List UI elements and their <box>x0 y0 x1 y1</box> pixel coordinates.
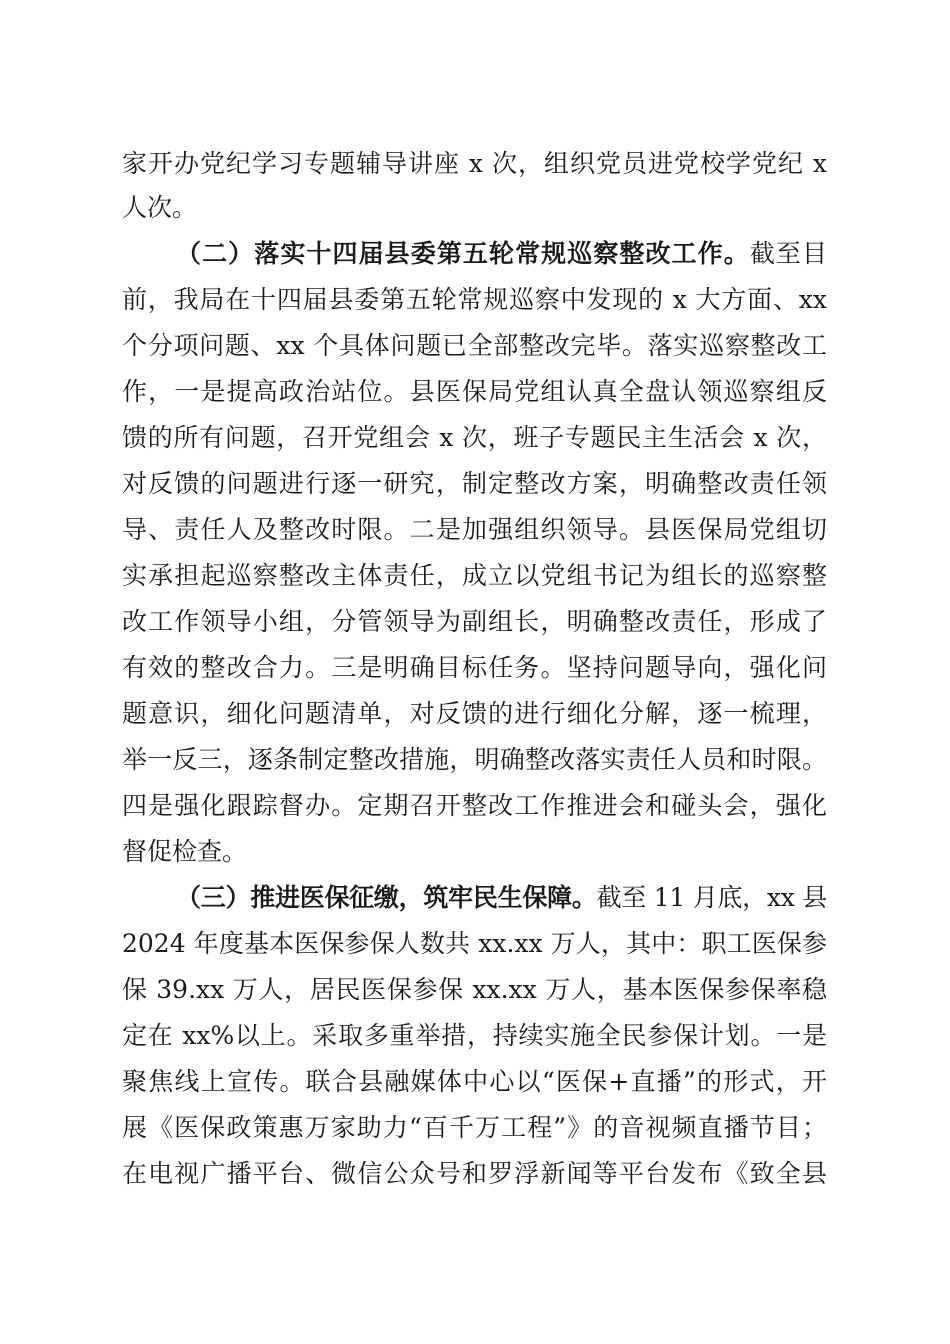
paragraph-line: 有效的整改合力。三是明确目标任务。坚持问题导向，强化问 <box>122 653 827 682</box>
paragraph-line: 人次。 <box>122 193 198 222</box>
paragraph-line: 导、责任人及整改时限。二是加强组织领导。县医保局党组切 <box>122 515 827 544</box>
paragraph-line: 馈的所有问题，召开党组会 x 次，班子专题民主生活会 x 次， <box>122 423 827 452</box>
paragraph-line: 前，我局在十四届县委第五轮常规巡察中发现的 x 大方面、xx <box>122 285 827 314</box>
paragraph-line: 2024 年度基本医保参保人数共 xx.xx 万人，其中：职工医保参 <box>122 929 827 958</box>
paragraph-line: 对反馈的问题进行逐一研究，制定整改方案，明确整改责任领 <box>122 469 827 498</box>
paragraph-line: 在电视广播平台、微信公众号和罗浮新闻等平台发布《致全县 <box>122 1159 827 1188</box>
paragraph-line: 展《医保政策惠万家助力“百千万工程”》的音视频直播节目； <box>122 1113 827 1142</box>
section-heading-2: （二）落实十四届县委第五轮常规巡察整改工作。 <box>176 239 750 268</box>
paragraph-line: 四是强化跟踪督办。定期召开整改工作推进会和碰头会，强化 <box>122 791 827 820</box>
paragraph-line: 保 39.xx 万人，居民医保参保 xx.xx 万人，基本医保参保率稳 <box>122 975 827 1004</box>
paragraph-line: 个分项问题、xx 个具体问题已全部整改完毕。落实巡察整改工 <box>122 331 827 360</box>
section-heading-3: （三）推进医保征缴，筑牢民生保障。 <box>176 883 597 912</box>
paragraph-line: 督促检查。 <box>122 837 248 866</box>
paragraph-line: 实承担起巡察整改主体责任，成立以党组书记为组长的巡察整 <box>122 561 827 590</box>
paragraph-line: 作，一是提高政治站位。县医保局党组认真全盘认领巡察组反 <box>122 377 827 406</box>
paragraph-line: 举一反三，逐条制定整改措施，明确整改落实责任人员和时限。 <box>122 745 827 774</box>
paragraph-line: 定在 xx%以上。采取多重举措，持续实施全民参保计划。一是 <box>122 1021 827 1050</box>
paragraph-line: 改工作领导小组，分管领导为副组长，明确整改责任，形成了 <box>122 607 827 636</box>
paragraph-line: 题意识，细化问题清单，对反馈的进行细化分解，逐一梳理， <box>122 699 827 728</box>
paragraph-line: 聚焦线上宣传。联合县融媒体中心以“医保+直播”的形式，开 <box>122 1067 827 1096</box>
paragraph-line: 家开办党纪学习专题辅导讲座 x 次，组织党员进党校学党纪 x <box>122 149 827 178</box>
section-heading-line: （三）推进医保征缴，筑牢民生保障。截至 11 月底，xx 县 <box>176 883 827 912</box>
section-heading-line: （二）落实十四届县委第五轮常规巡察整改工作。截至目 <box>176 239 827 268</box>
